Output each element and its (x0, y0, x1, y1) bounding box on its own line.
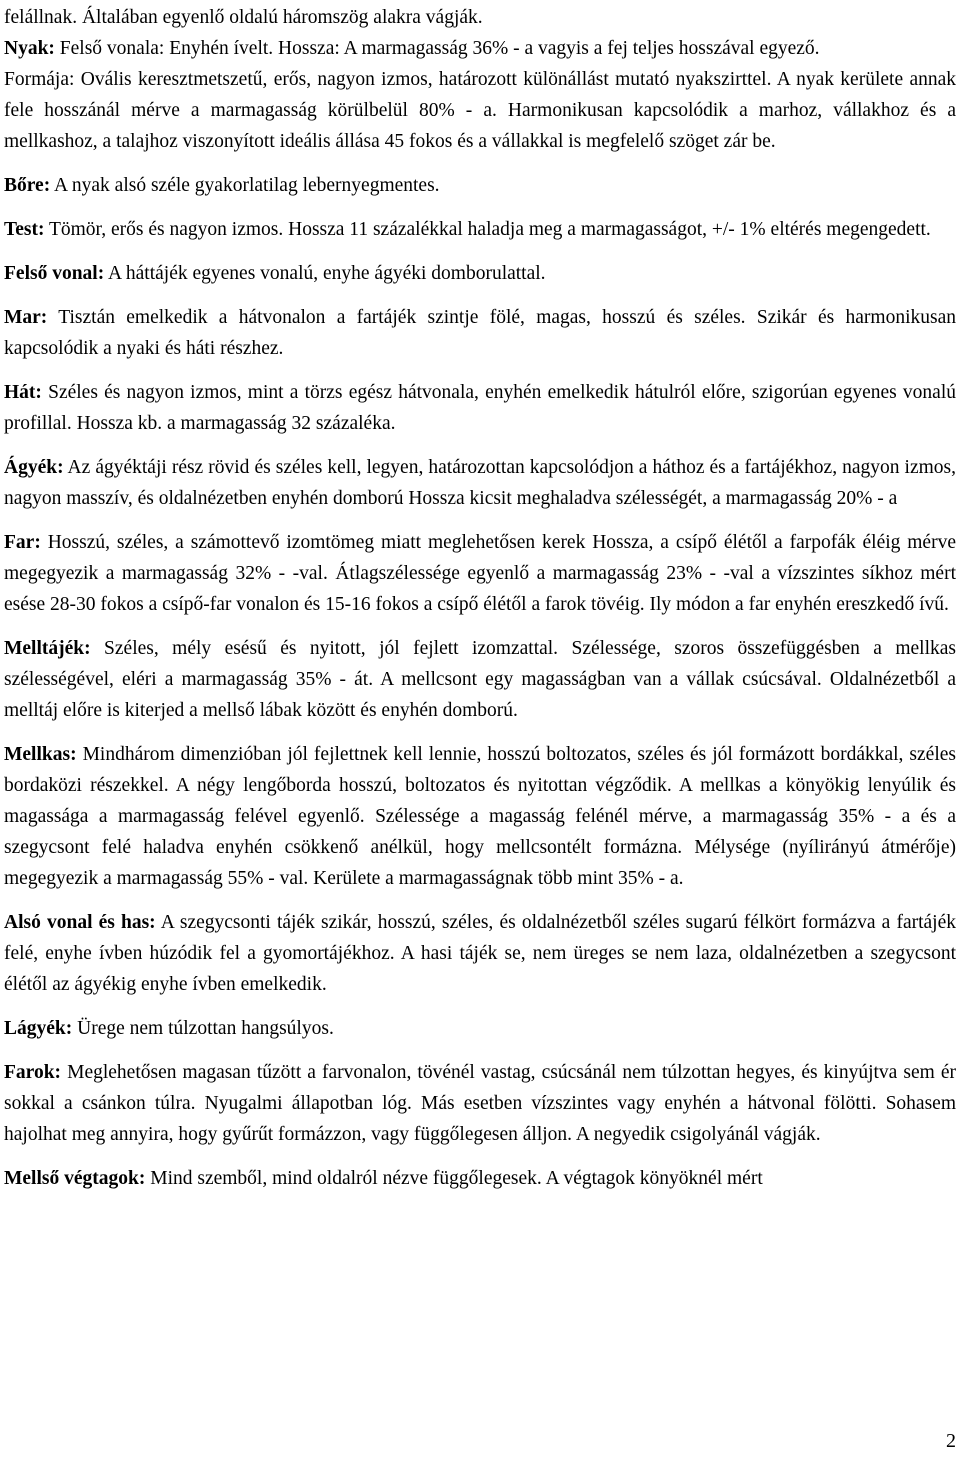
paragraph-label: Melltájék: (4, 638, 91, 659)
paragraph-text: Széles, mély esésű és nyitott, jól fejlett izomzattal. Szélessége, szoros összefüggésben a mellkas szélességével, eléri a marmagasság 35% - át. A mellcsont egy magasságban van a vállak csúcsával. Oldalnézetből a melltáj előre is kiterjed a mellső lábak között és enyhén domború. (4, 638, 956, 721)
paragraph-far (4, 527, 956, 620)
paragraph-melltajek (4, 633, 956, 726)
paragraph-text: Ürege nem túlzottan hangsúlyos. (72, 1018, 334, 1039)
paragraph-label: Far: (4, 532, 41, 553)
paragraph-mellkas (4, 739, 956, 894)
paragraph-nyak (4, 33, 956, 64)
document-page (4, 2, 956, 1194)
paragraph-text: A nyak alsó széle gyakorlatilag lebernyegmentes. (50, 175, 440, 196)
paragraph-label: Bőre: (4, 175, 51, 196)
paragraph-test (4, 214, 956, 245)
paragraph-text: Formája: Ovális keresztmetszetű, erős, nagyon izmos, határozott különállást mutató nyakszirttel. A nyak kerülete annak fele hosszánál mérve a marmagasság körülbelül 80% - a. Harmonikusan kapcsolódik a marhoz, vállakhoz és a mellkashoz, a talajhoz viszonyított ideális állása 45 fokos és a vállakkal is megfelelő szöget zár be. (4, 69, 956, 152)
paragraph-label: Alsó vonal és has: (4, 912, 156, 933)
paragraph-mellso-vegtagok (4, 1163, 956, 1194)
paragraph-text: A háttájék egyenes vonalú, enyhe ágyéki domborulattal. (104, 263, 546, 284)
paragraph-text: felállnak. Általában egyenlő oldalú háromszög alakra vágják. (4, 7, 483, 28)
paragraph-mar (4, 302, 956, 364)
paragraph-text: Széles és nagyon izmos, mint a törzs egész hátvonala, enyhén emelkedik hátulról előre, szigorúan egyenes vonalú profillal. Hossza kb. a marmagasság 32 százaléka. (4, 382, 956, 434)
paragraph-label: Farok: (4, 1062, 62, 1083)
paragraph-intro (4, 2, 956, 33)
paragraph-text: Tömör, erős és nagyon izmos. Hossza 11 százalékkal haladja meg a marmagasságot, +/- 1% eltérés megengedett. (44, 219, 931, 240)
paragraph-text: Felső vonala: Enyhén ívelt. Hossza: A marmagasság 36% - a vagyis a fej teljes hosszával egyező. (54, 38, 820, 59)
paragraph-text: Meglehetősen magasan tűzött a farvonalon, tövénél vastag, csúcsánál nem túlzottan hegyes, és kinyújtva sem ér sokkal a csánkon túlra. Nyugalmi állapotban lóg. Más esetben vízszintes vagy enyhén a hátvonal fölötti. Sohasem hajolhat meg annyira, hogy gyűrűt formázzon, vagy függőlegesen álljon. A negyedik csigolyánál vágják. (4, 1062, 956, 1145)
paragraph-felso-vonal (4, 258, 956, 289)
paragraph-bore (4, 170, 956, 201)
paragraph-label: Mellkas: (4, 744, 77, 765)
paragraph-label: Nyak: (4, 38, 55, 59)
paragraph-label: Felső vonal: (4, 263, 105, 284)
page-number: 2 (946, 1430, 956, 1452)
paragraph-hat (4, 377, 956, 439)
paragraph-text: Az ágyéktáji rész rövid és széles kell, legyen, határozottan kapcsolódjon a háthoz és a fartájékhoz, nagyon izmos, nagyon masszív, és oldalnézetben enyhén domború Hossza kicsit meghaladva szélességét, a marmagasság 20% - a (4, 457, 956, 509)
paragraph-text: Hosszú, széles, a számottevő izomtömeg miatt meglehetősen kerek Hossza, a csípő élétől a farpofák éléig mérve megegyezik a marmagasság 32% - -val. Átlagszélessége egyenlő a marmagasság 23% - -val a vízszintes síkhoz mért esése 28-30 fokos a csípő-far vonalon és 15-16 fokos a csípő élétől a farok tövéig. Ily módon a far enyhén ereszkedő ívű. (4, 532, 956, 615)
paragraph-label: Lágyék: (4, 1018, 73, 1039)
paragraph-label: Mar: (4, 307, 48, 328)
paragraph-agyek (4, 452, 956, 514)
paragraph-lagyek (4, 1013, 956, 1044)
paragraph-also-vonal (4, 907, 956, 1000)
paragraph-text: Mindhárom dimenzióban jól fejlettnek kell lennie, hosszú boltozatos, széles és jól formázott bordákkal, széles bordaközi részekkel. A négy lengőborda hosszú, boltozatos és nyitottan végződik. A mellkas a könyökig lenyúlik és magassága a marmagasság felével egyenlő. Szélessége a magasság felénél mérve, a marmagasság 35% - a és a szegycsont felé haladva enyhén csökkenő anélkül, hogy mellcsontélt formázna. Mélysége (nyílirányú átmérője) megegyezik a marmagasság 55% - val. Kerülete a marmagasságnak több mint 35% - a. (4, 744, 956, 889)
paragraph-label: Mellső végtagok: (4, 1168, 146, 1189)
paragraph-label: Hát: (4, 382, 42, 403)
paragraph-text: A szegycsonti tájék szikár, hosszú, széles, és oldalnézetből széles sugarú félkört formázva a fartájék felé, enyhe ívben húzódik fel a gyomortájékhoz. A hasi tájék se, nem üreges se nem laza, oldalnézetben a szegycsont élétől az ágyékig enyhe ívben emelkedik. (4, 912, 956, 995)
paragraph-text: Tisztán emelkedik a hátvonalon a fartájék szintje fölé, magas, hosszú és széles. Szikár és harmonikusan kapcsolódik a nyaki és háti részhez. (4, 307, 956, 359)
paragraph-forma (4, 64, 956, 157)
paragraph-text: Mind szemből, mind oldalról nézve függőlegesek. A végtagok könyöknél mért (145, 1168, 763, 1189)
paragraph-label: Test: (4, 219, 45, 240)
paragraph-label: Ágyék: (4, 457, 64, 478)
paragraph-farok (4, 1057, 956, 1150)
